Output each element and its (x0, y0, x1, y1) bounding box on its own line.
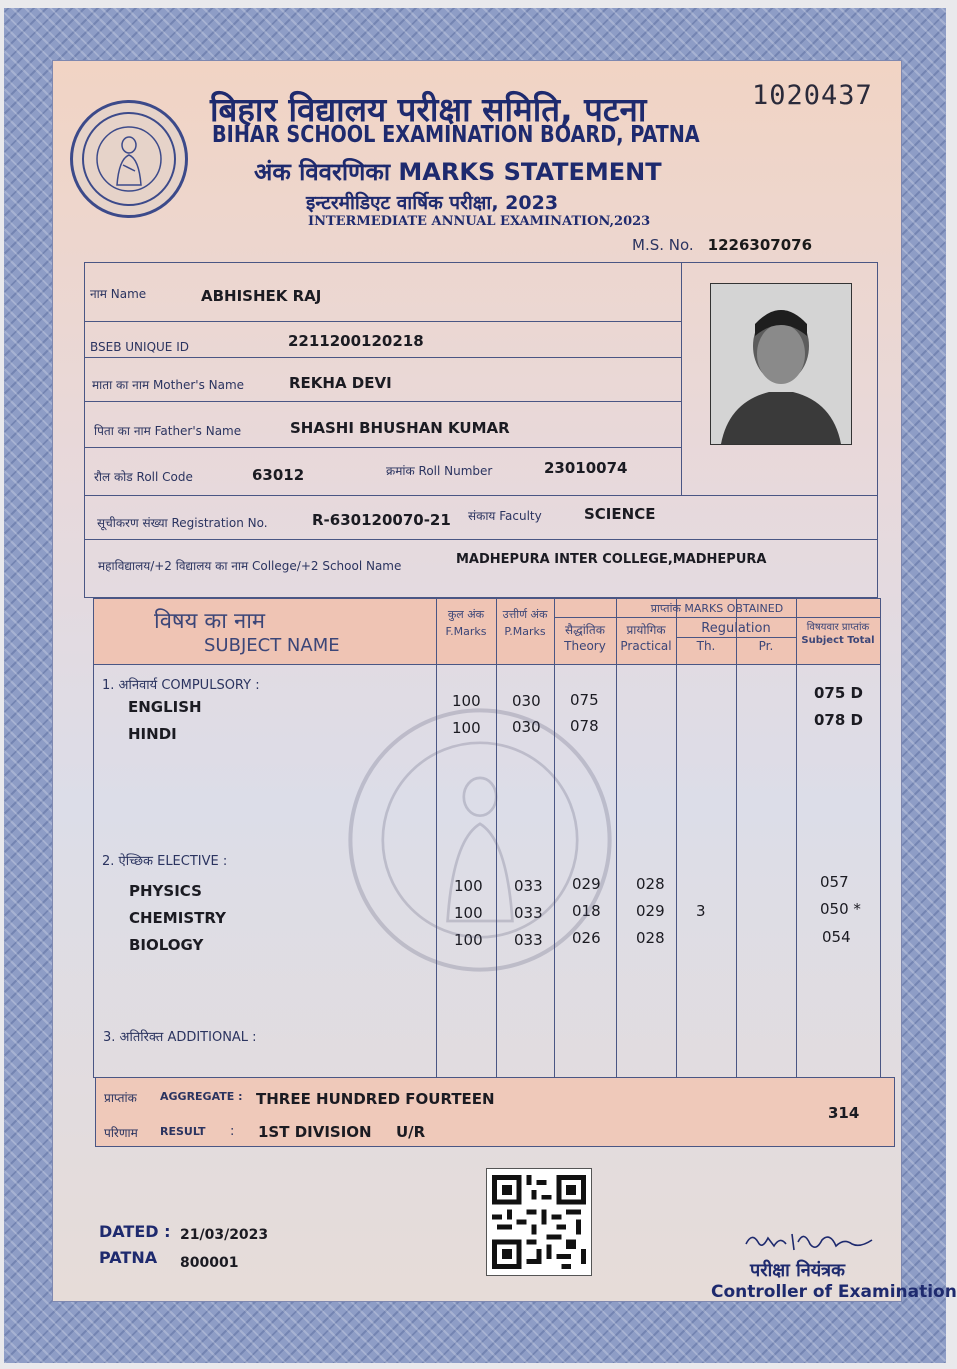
subject-name: PHYSICS (129, 882, 202, 900)
fm-cell: 100 (454, 931, 483, 949)
total-cell: 057 (820, 873, 849, 891)
total-header: Subject Total (801, 635, 875, 646)
subject-header-english: SUBJECT NAME (204, 635, 340, 656)
subject-name: ENGLISH (128, 698, 202, 716)
practical-cell: 028 (636, 875, 665, 893)
subject-name: BIOLOGY (129, 936, 204, 954)
result-label: RESULT (160, 1125, 206, 1138)
registration-label: सूचीकरण संख्या Registration No. (97, 516, 268, 530)
subject-header-hindi: विषय का नाम (154, 609, 266, 634)
pm-cell: 033 (514, 931, 543, 949)
aggregate-box (95, 1077, 895, 1147)
controller-title: Controller of Examination (711, 1282, 957, 1302)
place-label: PATNA (99, 1248, 158, 1267)
controller-title-hindi: परीक्षा नियंत्रक (750, 1260, 845, 1281)
mother-name: REKHA DEVI (289, 374, 392, 392)
signature-icon (740, 1222, 880, 1262)
watermark-seal-icon (345, 705, 615, 975)
roll-number-label: क्रमांक Roll Number (386, 464, 493, 478)
uid-label: BSEB UNIQUE ID (90, 340, 189, 354)
result-label-hindi: परिणाम (104, 1126, 138, 1140)
practical-header: Practical (620, 639, 672, 653)
mother-label: माता का नाम Mother's Name (92, 378, 245, 392)
college-label: महाविद्यालय/+2 विद्यालय का नाम College/+2 School Name (98, 559, 402, 573)
college-value: MADHEPURA INTER COLLEGE,MADHEPURA (456, 552, 767, 567)
regulation-th-cell: 3 (696, 902, 706, 920)
fm-cell: 100 (454, 877, 483, 895)
total-cell: 054 (822, 928, 851, 946)
elective-label: 2. ऐच्छिक ELECTIVE : (102, 854, 228, 869)
student-photo (710, 283, 852, 445)
board-title-hindi: बिहार विद्यालय परीक्षा समिति, पटना (210, 90, 647, 129)
pm-cell: 030 (512, 692, 541, 710)
board-seal-icon (70, 100, 188, 218)
practical-cell: 029 (636, 902, 665, 920)
reg-pr-header: Pr. (758, 639, 774, 653)
result-colon: : (230, 1124, 235, 1139)
total-header-hindi: विषयवार प्राप्तांक (806, 622, 870, 633)
fm-cell: 100 (454, 904, 483, 922)
aggregate-label: AGGREGATE : (160, 1090, 243, 1103)
total-cell: 075 D (814, 684, 863, 702)
pmarks-header-hindi: उत्तीर्ण अंक (502, 608, 548, 621)
ms-label: M.S. No. (632, 236, 694, 254)
exam-title-hindi: इन्टरमीडिएट वार्षिक परीक्षा, 2023 (306, 192, 559, 214)
additional-label: 3. अतिरिक्त ADDITIONAL : (103, 1030, 257, 1045)
theory-cell: 018 (572, 902, 601, 920)
practical-cell: 028 (636, 929, 665, 947)
theory-header-hindi: सैद्धांतिक (565, 623, 605, 637)
ms-number: 1226307076 (707, 236, 813, 254)
theory-cell: 075 (570, 691, 599, 709)
fmarks-header: F.Marks (445, 625, 487, 638)
father-name: SHASHI BHUSHAN KUMAR (290, 419, 510, 437)
roll-code-label: रौल कोड Roll Code (94, 470, 193, 484)
theory-cell: 026 (572, 929, 601, 947)
aggregate-label-hindi: प्राप्तांक (104, 1091, 137, 1105)
exam-title-english: INTERMEDIATE ANNUAL EXAMINATION,2023 (308, 214, 651, 229)
registration-value: R-630120070-21 (312, 511, 451, 529)
pincode: 800001 (180, 1255, 239, 1271)
uid-value: 2211200120218 (288, 332, 424, 350)
roll-number-value: 23010074 (544, 459, 628, 477)
result-division: 1ST DIVISION (258, 1123, 372, 1141)
theory-cell: 078 (570, 717, 599, 735)
pm-cell: 033 (514, 877, 543, 895)
subject-name: CHEMISTRY (129, 909, 226, 927)
total-cell: 050 * (820, 900, 861, 918)
ms-number-row (632, 236, 812, 254)
result-category: U/R (396, 1123, 426, 1141)
pm-cell: 030 (512, 718, 541, 736)
theory-cell: 029 (572, 875, 601, 893)
pmarks-header: P.Marks (504, 625, 546, 638)
aggregate-words: THREE HUNDRED FOURTEEN (256, 1090, 495, 1108)
issue-date: 21/03/2023 (180, 1227, 269, 1243)
marks-obtained-header: प्राप्तांक MARKS OBTAINED (650, 602, 784, 615)
compulsory-label: 1. अनिवार्य COMPULSORY : (102, 678, 260, 693)
practical-header-hindi: प्रायोगिक (626, 623, 666, 637)
fm-cell: 100 (452, 692, 481, 710)
theory-header: Theory (564, 639, 606, 653)
roll-code-value: 63012 (252, 466, 305, 484)
father-label: पिता का नाम Father's Name (94, 424, 242, 438)
serial-number: 1020437 (752, 80, 873, 111)
faculty-value: SCIENCE (584, 505, 656, 523)
fm-cell: 100 (452, 719, 481, 737)
board-title-english: BIHAR SCHOOL EXAMINATION BOARD, PATNA (212, 122, 700, 148)
name-label: नाम Name (90, 287, 147, 301)
total-cell: 078 D (814, 711, 863, 729)
reg-th-header: Th. (696, 639, 716, 653)
faculty-label: संकाय Faculty (468, 509, 542, 523)
subject-name: HINDI (128, 725, 177, 743)
regulation-header: Regulation (701, 621, 771, 636)
statement-title: अंक विवरणिका MARKS STATEMENT (254, 158, 662, 186)
fmarks-header-hindi: कुल अंक (447, 608, 485, 621)
student-name: ABHISHEK RAJ (201, 287, 322, 305)
pm-cell: 033 (514, 904, 543, 922)
qr-code-icon (486, 1168, 592, 1276)
dated-label: DATED : (99, 1222, 171, 1241)
aggregate-total: 314 (828, 1104, 860, 1122)
